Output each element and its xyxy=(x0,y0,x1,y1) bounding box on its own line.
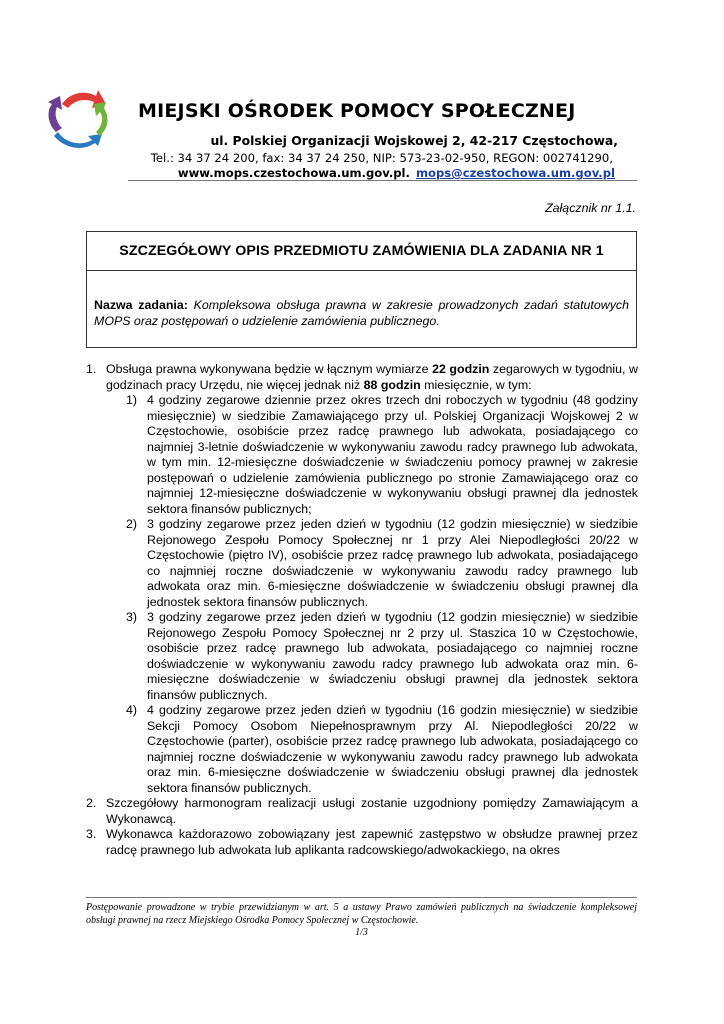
list-item-number: 1. xyxy=(86,362,97,376)
header-divider xyxy=(128,180,637,181)
hours-monthly: 88 godzin xyxy=(363,377,421,392)
list-item-text: Szczegółowy harmonogram realizacji usługi zostanie uzgodniony pomiędzy Zamawiającym a Wykonawcą. xyxy=(106,796,638,826)
sub-list-item xyxy=(126,610,638,703)
task-name-value: Kompleksowa obsługa prawna w zakresie prowadzonych zadań statutowych MOPS oraz postępowań o udzielenie zamówienia publicznego. xyxy=(94,298,629,328)
organization-contact: Tel.: 34 37 24 200, fax: 34 37 24 250, NIP: 573-23-02-950, REGON: 002741290, xyxy=(150,151,613,165)
sub-item-number: 4) xyxy=(126,703,138,717)
requirements-list xyxy=(86,362,638,858)
list-item-text: zegarowych w tygodniu, w godzinach pracy Urzędu, nie więcej jednak niż xyxy=(106,362,638,392)
list-item xyxy=(86,362,638,796)
task-name-label: Nazwa zadania: xyxy=(94,298,188,312)
page-number: 1/3 xyxy=(355,927,368,938)
sub-list xyxy=(106,393,638,796)
attachment-label: Załącznik nr 1.1. xyxy=(545,201,636,215)
footer-note: Postępowanie prowadzone w trybie przewidzianym w art. 5 a ustawy Prawo zamówień publicznych na świadczenie kompleksowej obsługi prawnej na rzecz Miejskiego Ośrodka Pomocy Społecznej w Częstochowie. xyxy=(86,902,637,926)
sub-item-number: 3) xyxy=(126,610,138,624)
task-name-box xyxy=(86,271,637,348)
organization-web xyxy=(40,166,615,180)
sub-item-text: 4 godziny zegarowe dziennie przez okres trzech dni roboczych w tygodniu (48 godziny miesięcznie) w siedzibie Zamawiającego przy ul. Polskiej Organizacji Wojskowej 2 w Częstochowie, osobiście przez radcę prawnego lub adwokata, posiadającego co najmniej 3-letnie doświadczenie w wykonywaniu zawodu radcy prawnego lub adwokata, w tym min. 12-miesięczne doświadczenie w świadczeniu pomocy prawnej w zakresie postępowań o udzielenie zamówienia publicznego po stronie Zamawiającego oraz co najmniej 12-miesięczne doświadczenie w wykonywaniu obsługi prawnej dla jednostek sektora finansów publicznych; xyxy=(147,393,638,516)
letterhead xyxy=(40,80,640,180)
sub-list-item xyxy=(126,703,638,796)
email-link[interactable]: mops@czestochowa.um.gov.pl xyxy=(415,166,615,180)
sub-item-text: 3 godziny zegarowe przez jeden dzień w tygodniu (12 godzin miesięcznie) w siedzibie Rejonowego Zespołu Pomocy Społecznej nr 2 przy ul. Staszica 10 w Częstochowie, osobiście przez radcę prawnego lub adwokata, posiadającego co najmniej roczne doświadczenie w wykonywaniu zawodu radcy prawnego lub adwokata oraz min. 6- miesięczne doświadczenie w świadczeniu obsługi prawnej dla jednostek sektora finansów publicznych. xyxy=(147,610,638,702)
footer-divider xyxy=(86,897,637,898)
sub-item-text: 3 godziny zegarowe przez jeden dzień w tygodniu (12 godzin miesięcznie) w siedzibie Rejonowego Zespołu Pomocy Społecznej nr 1 przy Alei Niepodległości 20/22 w Częstochowie (piętro IV), osobiście przez radcę prawnego lub adwokata, posiadającego co najmniej roczne doświadczenie w wykonywaniu zawodu radcy prawnego lub adwokata oraz min. 6-miesięczne doświadczenie w świadczeniu obsługi prawnej dla jednostek sektora finansów publicznych. xyxy=(147,517,638,609)
organization-address: ul. Polskiej Organizacji Wojskowej 2, 42-217 Częstochowa, xyxy=(210,133,618,148)
sub-item-text: 4 godziny zegarowe przez jeden dzień w tygodniu (16 godzin miesięcznie) w siedzibie Sekcji Pomocy Osobom Niepełnosprawnym przy Al. Niepodległości 20/22 w Częstochowie (parter), osobiście przez radcę prawnego lub adwokata, posiadającego co najmniej roczne doświadczenie w wykonywaniu zawodu radcy prawnego lub adwokata oraz min. 6-miesięczne doświadczenie w świadczeniu obsługi prawnej dla jednostek sektora finansów publicznych. xyxy=(147,703,638,795)
organization-name: MIEJSKI OŚRODEK POMOCY SPOŁECZNEJ xyxy=(138,100,576,122)
sub-list-item xyxy=(126,517,638,610)
list-item-text: Wykonawca każdorazowo zobowiązany jest zapewnić zastępstwo w obsłudze prawnej przez radcę prawnego lub adwokata lub aplikanta radcowskiego/adwokackiego, na okres xyxy=(106,827,638,857)
sub-item-number: 1) xyxy=(126,393,138,407)
hours-weekly: 22 godzin xyxy=(432,362,490,376)
sub-list-item xyxy=(126,393,638,517)
list-item-number: 2. xyxy=(86,796,97,810)
list-item xyxy=(86,827,638,858)
document-body xyxy=(86,362,638,858)
list-item-text: Obsługa prawna wykonywana będzie w łącznym wymiarze xyxy=(106,362,433,376)
list-item-text: miesięcznie, w tym: xyxy=(420,377,532,392)
document-title: SZCZEGÓŁOWY OPIS PRZEDMIOTU ZAMÓWIENIA DLA ZADANIA NR 1 xyxy=(86,231,637,271)
list-item xyxy=(86,796,638,827)
sub-item-number: 2) xyxy=(126,517,138,531)
website-link[interactable]: www.mops.czestochowa.um.gov.pl. xyxy=(177,166,410,180)
list-item-number: 3. xyxy=(86,827,97,841)
